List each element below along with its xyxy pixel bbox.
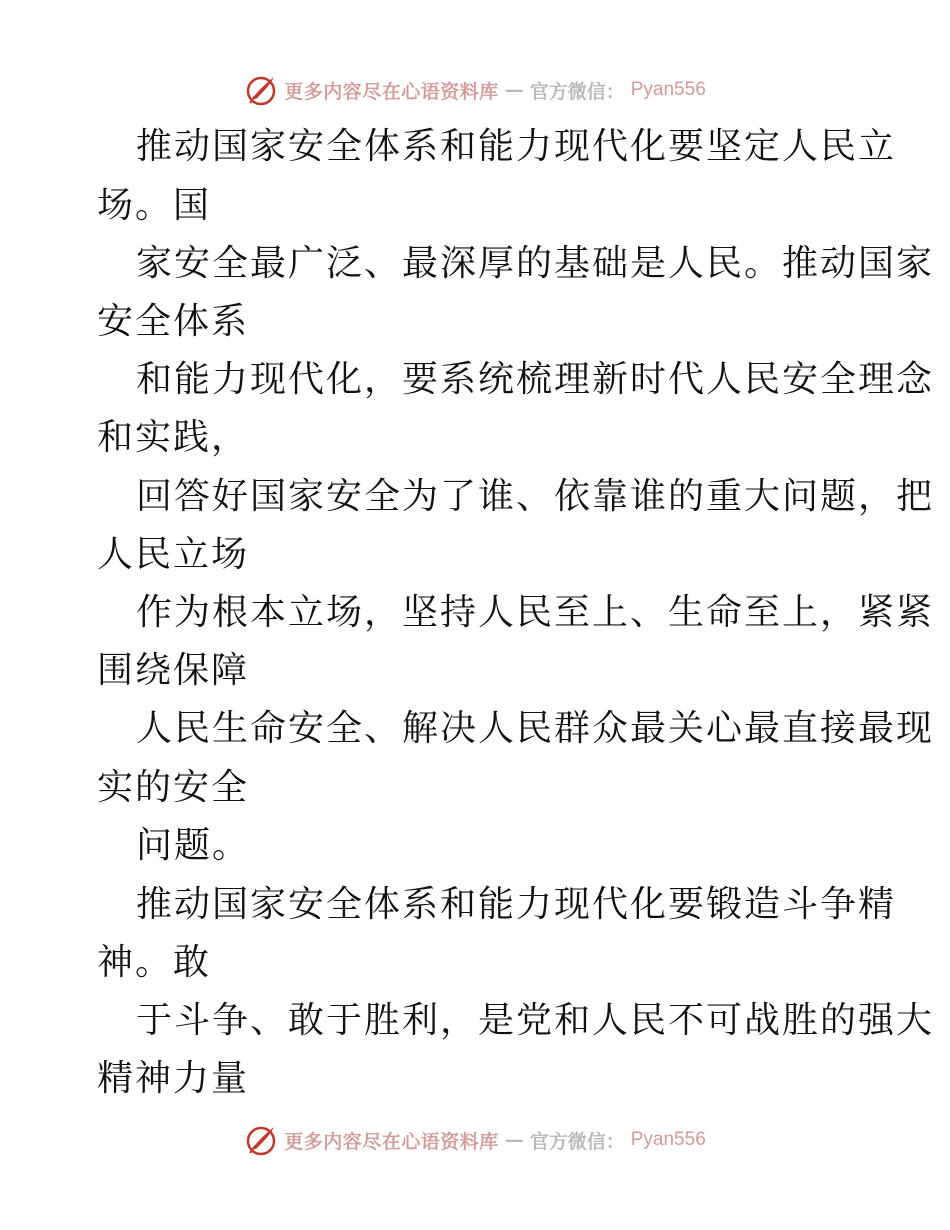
text-line: 推动国家安全体系和能力现代化要坚定人民立 <box>136 126 897 167</box>
text-line: 问题。 <box>136 825 251 866</box>
text-line: 人民立场 <box>97 534 250 575</box>
quill-pen-logo-icon <box>244 73 278 107</box>
watermark-wechat-id: Pyan556 <box>630 79 706 100</box>
watermark-main-text: 更多内容尽在心语资料库 <box>284 1130 499 1153</box>
header-watermark <box>0 70 950 110</box>
quill-pen-logo-icon <box>244 1123 278 1157</box>
text-line: 和实践， <box>97 417 250 458</box>
text-line: 实的安全 <box>97 767 250 808</box>
text-line: 场。国 <box>97 185 212 226</box>
watermark-separator: — <box>504 1129 524 1151</box>
watermark-separator: — <box>504 79 524 101</box>
text-line: 回答好国家安全为了谁、依靠谁的重大问题，把 <box>136 476 935 517</box>
text-line: 家安全最广泛、最深厚的基础是人民。推动国家 <box>136 243 935 284</box>
watermark-sub-text: 官方微信： <box>529 1130 625 1153</box>
footer-watermark <box>0 1120 950 1160</box>
text-line: 作为根本立场，坚持人民至上、生命至上，紧紧 <box>136 592 935 633</box>
text-line: 安全体系 <box>97 301 250 342</box>
watermark-main-text: 更多内容尽在心语资料库 <box>284 80 499 103</box>
text-line: 神。敢 <box>97 942 212 983</box>
text-line: 和能力现代化，要系统梳理新时代人民安全理念 <box>136 359 935 400</box>
text-line: 精神力量 <box>97 1058 250 1099</box>
watermark-wechat-id: Pyan556 <box>630 1129 706 1150</box>
text-line: 围绕保障 <box>97 650 250 691</box>
text-line: 于斗争、敢于胜利，是党和人民不可战胜的强大 <box>136 1000 935 1041</box>
watermark-sub-text: 官方微信： <box>529 80 625 103</box>
text-line: 人民生命安全、解决人民群众最关心最直接最现 <box>136 708 935 749</box>
text-line: 推动国家安全体系和能力现代化要锻造斗争精 <box>136 884 897 925</box>
